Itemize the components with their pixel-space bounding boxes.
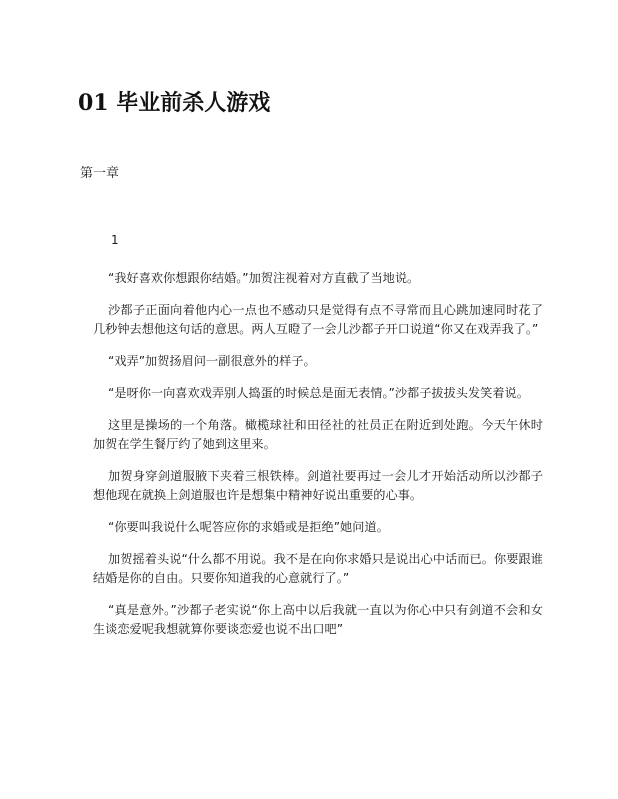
body-text [93,269,543,652]
paragraph: 这里是操场的一个角落。橄榄球社和田径社的社员正在附近到处跑。今天午休时加贺在学生餐厅约了她到这里来。 [93,418,543,451]
paragraph: 加贺摇着头说“什么都不用说。我不是在向你求婚只是说出心中话而已。你要跟谁结婚是你的自由。只要你知道我的心意就行了。” [93,552,543,585]
paragraph: “真是意外。”沙都子老实说“你上高中以后我就一直以为你心中只有剑道不会和女生谈恋爱呢我想就算你要谈恋爱也说不出口吧” [93,603,543,636]
chapter-heading: 第一章 [80,166,120,181]
paragraph: 沙都子正面向着他内心一点也不感动只是觉得有点不寻常而且心跳加速同时花了几秒钟去想他这句话的意思。两人互瞪了一会儿沙都子开口说道“你又在戏弄我了。” [93,303,543,336]
paragraph: 加贺身穿剑道服腋下夹着三根铁棒。剑道社要再过一会儿才开始活动所以沙都子想他现在就换上剑道服也许是想集中精神好说出重要的心事。 [93,469,543,502]
paragraph: “戏弄”加贺扬眉问一副很意外的样子。 [108,354,316,368]
chapter-title: 01 毕业前杀人游戏 [78,90,271,116]
paragraph: “是呀你一向喜欢戏弄别人捣蛋的时候总是面无表情。”沙都子拔拔头发笑着说。 [108,386,529,400]
paragraph: “我好喜欢你想跟你结婚。”加贺注视着对方直截了当地说。 [108,271,420,285]
section-number: 1 [111,233,119,247]
paragraph: “你要叫我说什么呢答应你的求婚或是拒绝”她问道。 [108,520,389,534]
